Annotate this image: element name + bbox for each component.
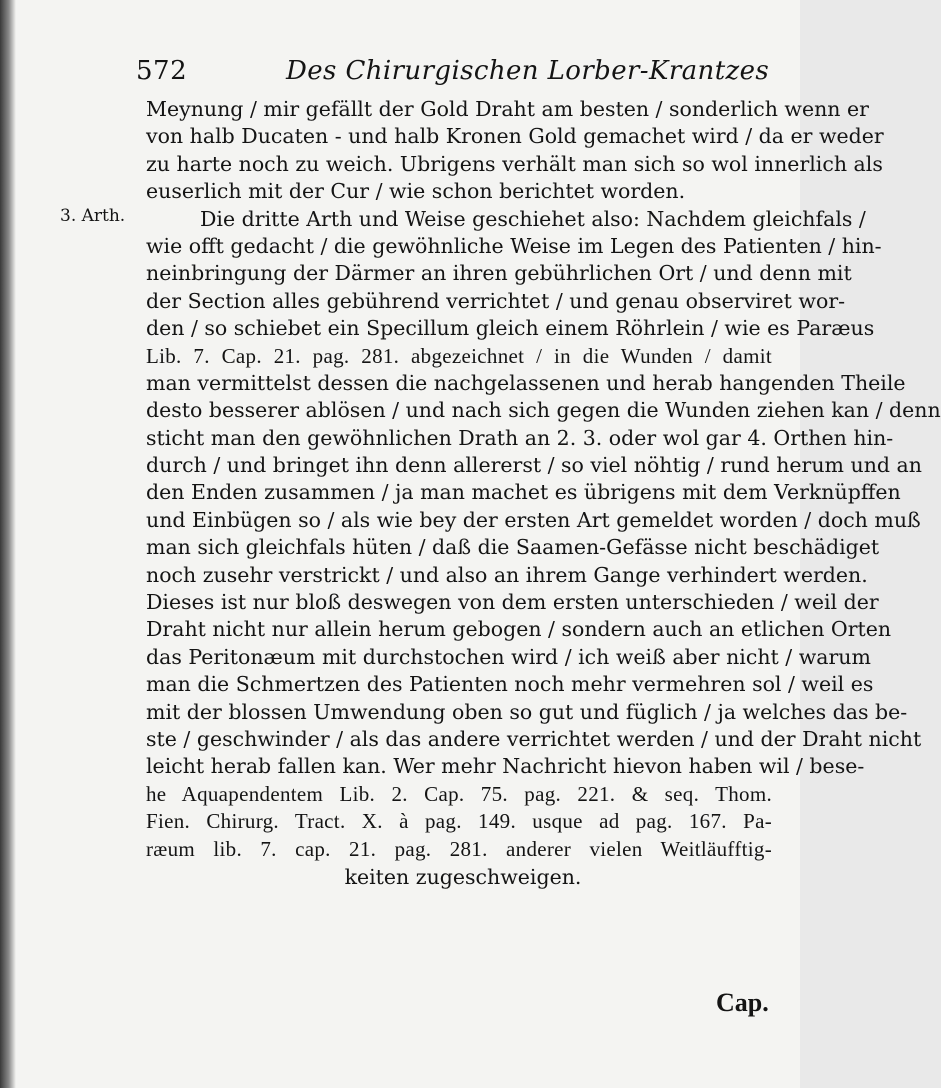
text-line: ræum lib. 7. cap. 21. pag. 281. anderer vielen Weitläufftig- — [146, 836, 772, 861]
page-number: 572 — [136, 56, 188, 86]
text-line: den Enden zusammen / ja man machet es übrigens mit dem Verknüpffen — [146, 480, 901, 505]
text-line: sticht man den gewöhnlichen Drath an 2. 3. oder wol gar 4. Orthen hin- — [146, 425, 894, 450]
text-line: he Aquapendentem Lib. 2. Cap. 75. pag. 221. & seq. Thom. — [146, 781, 772, 806]
closing-line: keiten zugeschweigen. — [344, 865, 582, 889]
text-line: Lib. 7. Cap. 21. pag. 281. abgezeichnet / in die Wunden / damit — [146, 343, 772, 368]
text-line: wie offt gedacht / die gewöhnliche Weise im Legen des Patienten / hin- — [146, 233, 882, 258]
body-text — [146, 96, 941, 863]
text-line: Meynung / mir gefällt der Gold Draht am besten / sonderlich wenn er — [146, 97, 869, 121]
text-line: ste / geschwinder / als das andere verrichtet werden / und der Draht nicht — [146, 726, 922, 751]
text-line: Fien. Chirurg. Tract. X. à pag. 149. usque ad pag. 167. Pa- — [146, 809, 772, 834]
text-line: noch zusehr verstrickt / und also an ihrem Gange verhindert werden. — [146, 562, 868, 587]
text-line: mit der blossen Umwendung oben so gut und füglich / ja welches das be- — [146, 699, 908, 724]
text-line: den / so schiebet ein Specillum gleich einem Röhrlein / wie es Paræus — [146, 316, 875, 341]
text-line: durch / und bringet ihn denn allererst / so viel nöhtig / rund herum und an — [146, 453, 922, 478]
text-line: Draht nicht nur allein herum gebogen / sondern auch an etlichen Orten — [146, 617, 892, 642]
text-line: Dieses ist nur bloß deswegen von dem ersten unterschieden / weil der — [146, 590, 879, 615]
catchword: Cap. — [716, 988, 769, 1017]
text-line: von halb Ducaten - und halb Kronen Gold gemachet wird / da er weder — [146, 124, 884, 149]
text-line: Die dritte Arth und Weise geschiehet also: Nachdem gleichfals / — [200, 206, 866, 231]
text-line: euserlich mit der Cur / wie schon berichtet worden. — [146, 179, 686, 204]
text-line: das Peritonæum mit durchstochen wird / ich weiß aber nicht / warum — [146, 644, 871, 669]
text-line: der Section alles gebührend verrichtet / und genau observiret wor- — [146, 288, 846, 313]
running-head: Des Chirurgischen Lorber-Krantzes — [286, 56, 770, 86]
text-line: neinbringung der Därmer an ihren gebührlichen Ort / und denn mit — [146, 261, 852, 286]
text-line: zu harte noch zu weich. Ubrigens verhält man sich so wol innerlich als — [146, 151, 883, 176]
text-line: und Einbügen so / als wie bey der ersten Art gemeldet worden / doch muß — [146, 507, 921, 532]
text-line: man sich gleichfals hüten / daß die Saamen-Gefässe nicht beschädiget — [146, 535, 880, 560]
text-line: leicht herab fallen kan. Wer mehr Nachricht hievon haben wil / bese- — [146, 754, 865, 779]
text-line: desto besserer ablösen / und nach sich gegen die Wunden ziehen kan / denn — [146, 398, 941, 423]
page-header — [136, 52, 776, 88]
text-line: man vermittelst dessen die nachgelassenen und herab hangenden Theile — [146, 370, 906, 395]
text-line: man die Schmertzen des Patienten noch mehr vermehren sol / weil es — [146, 672, 874, 697]
page-edge-shadow — [0, 0, 16, 1088]
margin-note: 3. Arth. — [60, 206, 126, 226]
